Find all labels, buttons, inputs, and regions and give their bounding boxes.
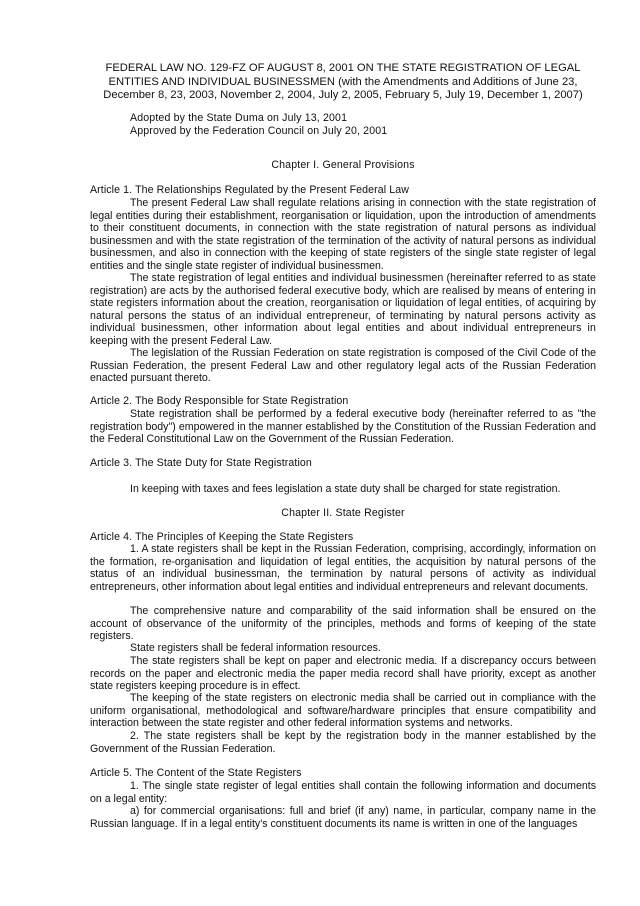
adoption-info: [130, 112, 387, 138]
adopted-duma: Adopted by the State Duma on July 13, 2001: [130, 112, 348, 124]
article-4-paragraph-5: The keeping of the state registers on electronic media shall be carried out in compliance with the uniform organisational, methodological and software/hardware principles that ensure compatibility and interaction between the state register and other federal information systems and networks.: [90, 692, 596, 729]
article-3-heading: Article 3. The State Duty for State Registration: [90, 457, 312, 469]
chapter-2-heading: Chapter II. State Register: [281, 507, 405, 519]
law-title: [80, 62, 606, 103]
article-1-paragraph-2: The state registration of legal entities and individual businessmen (hereinafter referred to as state registration) are acts by the authorised federal executive body, which are realised by means of entering in state registers information about the creation, reorganisation or liquidation of legal entities, of acquiring by natural persons the status of an individual entrepreneur, of terminating by natural persons activity as individual businessmen, other information about legal entities and about individual entrepreneurs in keeping with the present Federal Law.: [90, 272, 596, 347]
article-5-heading: Article 5. The Content of the State Registers: [90, 767, 302, 779]
article-4-paragraph-2: The comprehensive nature and comparability of the said information shall be ensured on the account of observance of the uniformity of the principles, methods and forms of keeping of the state registers.: [90, 605, 596, 642]
article-5-paragraph-2: a) for commercial organisations: full and brief (if any) name, in particular, company name in the Russian language. If in a legal entity's constituent documents its name is written in one of the languages: [90, 805, 596, 830]
approved-council: Approved by the Federation Council on July 20, 2001: [130, 124, 388, 137]
article-5-paragraph-1: 1. The single state register of legal entities shall contain the following information and documents on a legal entity:: [90, 780, 596, 805]
law-title-line-3: December 8, 23, 2003, November 2, 2004, July 2, 2005, February 5, July 19, December 1, 2007): [103, 89, 583, 101]
chapter-1-heading: Chapter I. General Provisions: [271, 159, 415, 171]
article-2-heading: Article 2. The Body Responsible for State Registration: [90, 395, 349, 407]
law-title-line-1: FEDERAL LAW NO. 129-FZ OF AUGUST 8, 2001 ON THE STATE REGISTRATION OF LEGAL: [105, 62, 581, 74]
article-4-paragraph-1: 1. A state registers shall be kept in the Russian Federation, comprising, accordingly, information on the formation, re-organisation and liquidation of legal entities, the acquisition by natural persons of the status of an individual businessman, the termination by natural persons of activity as individual entrepreneurs, other information about legal entities and individual entrepreneurs and relevant documents.: [90, 543, 596, 593]
article-1-paragraph-1: The present Federal Law shall regulate relations arising in connection with the state registration of legal entities during their establishment, reorganisation or liquidation, upon the introduction of amendments to their constituent documents, in connection with the state registration of natural persons as individual businessmen and with the state registration of the termination of the activity of natural persons as individual businessmen, and also in connection with the keeping of state registers of the single state register of legal entities and the single state register of individual businessmen.: [90, 197, 596, 272]
article-4-paragraph-4: The state registers shall be kept on paper and electronic media. If a discrepancy occurs between records on the paper and electronic media the paper media record shall have priority, except as another state registers keeping procedure is in effect.: [90, 655, 596, 692]
article-4-heading: Article 4. The Principles of Keeping the State Registers: [90, 531, 354, 543]
article-2-paragraph-1: State registration shall be performed by a federal executive body (hereinafter referred to as "the registration body") empowered in the manner established by the Constitution of the Russian Federation and the Federal Constitutional Law on the Government of the Russian Federation.: [90, 408, 596, 445]
article-4-paragraph-3: State registers shall be federal information resources.: [130, 642, 381, 654]
article-3-paragraph-1: In keeping with taxes and fees legislation a state duty shall be charged for state registration.: [130, 483, 561, 495]
article-4-paragraph-6: 2. The state registers shall be kept by the registration body in the manner established by the Government of the Russian Federation.: [90, 730, 596, 755]
law-title-line-2: ENTITIES AND INDIVIDUAL BUSINESSMEN (with the Amendments and Additions of June 23,: [108, 75, 578, 88]
article-1-heading: Article 1. The Relationships Regulated by the Present Federal Law: [90, 184, 409, 196]
article-1-paragraph-3: The legislation of the Russian Federation on state registration is composed of the Civil Code of the Russian Federation, the present Federal Law and other regulatory legal acts of the Russian Federation enacted pursuant thereto.: [90, 347, 596, 384]
